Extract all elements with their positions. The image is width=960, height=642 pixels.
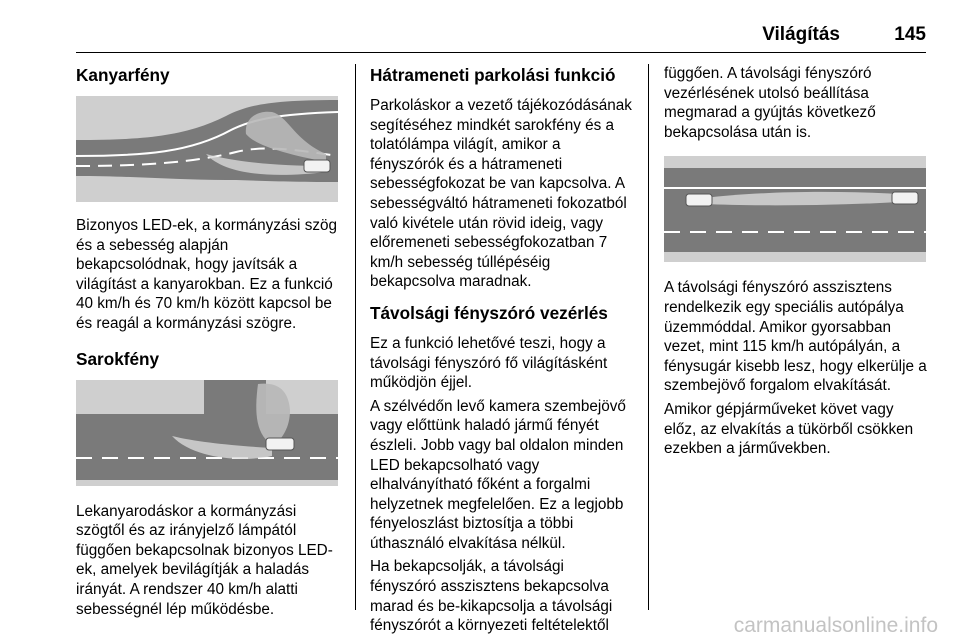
heading-tavolsagi: Távolsági fényszóró vezérlés (370, 302, 608, 323)
heading-sarokfeny: Sarokfény (76, 348, 160, 369)
para-tavolsagi-2: A szélvédőn levő kamera szembejövő vagy előttünk haladó jármű fényét észleli. Jobb vagy bal oldalon minden LED bekapcsolható vagy elhalványítható főként a forgalmi helyzetnek megfelelően. Ez a legjobb fényeloszlást biztosítja a többi úthasználó elvakítása nélkül. (370, 397, 626, 552)
column-3 (664, 64, 928, 463)
figure-high-beam-assist (664, 156, 926, 262)
heading-kanyarfeny: Kanyarfény (76, 65, 170, 85)
para-hatrameneti: Parkoláskor a vezető tájékozódásának segítéséhez mindkét sarokfény és a tolatólámpa világít, amikor a fényszórók és a hátrameneti sebességfokozat be van kapcsolva. A sebességváltó hátrameneti fokozatból való kivétele után rövid ideig, vagy előremeneti sebességfokozatban 7 km/h sebesség túllépéséig bekapcsolva maradnak. (370, 97, 632, 291)
para-asszisztens-1: A távolsági fényszóró asszisztens rendelkezik egy speciális autópálya üzemmóddal. Amikor gyorsabban vezet, mint 115 km/h autópályán, a fénysugár kisebb lesz, hogy elkerülje a szembejövő forgalom elvakítását. (664, 279, 927, 395)
para-sarokfeny: Lekanyarodáskor a kormányzási szögtől és az irányjelző lámpától függően bekapcsolnak bizonyos LED-ek, amelyek bevilágítják a haladás irányát. A rendszer 40 km/h alatti sebességnél lép működésbe. (76, 502, 333, 618)
column-2 (370, 64, 634, 640)
figure-curve-light (76, 96, 338, 202)
column-separator-1 (355, 64, 356, 610)
heading-hatrameneti: Hátrameneti parkolási funkció (370, 65, 616, 85)
header-rule (76, 52, 926, 53)
para-kanyarfeny: Bizonyos LED-ek, a kormányzási szög és a sebesség alapján bekapcsolódnak, hogy javítsák a világítást a kanyarokban. Ez a funkció 40 km/h és 70 km/h között kapcsol be és reagál a kormányzási szögre. (76, 217, 338, 332)
para-tavolsagi-3: Ha bekapcsolják, a távolsági fényszóró asszisztens bekapcsolva marad és be-kikapcsolja a távolsági fényszórót a környezeti feltételektől (370, 558, 613, 635)
para-continued: függően. A távolsági fényszóró vezérlésének utolsó beállítása megmarad a gyújtás következő bekapcsolása után is. (664, 65, 876, 141)
para-tavolsagi-1: Ez a funkció lehetővé teszi, hogy a távolsági fényszóró fő világításként működjön éjjel. (370, 334, 608, 392)
figure-corner-light (76, 380, 338, 486)
watermark: carmanualsonline.info (733, 614, 938, 637)
column-separator-2 (648, 64, 649, 610)
para-asszisztens-2: Amikor gépjárműveket követ vagy előz, az elvakítás a tükörből csökken ezekben a járművekben. (664, 400, 914, 458)
header-title: Világítás (762, 24, 840, 45)
column-1 (76, 64, 342, 623)
page-number: 145 (894, 24, 926, 45)
